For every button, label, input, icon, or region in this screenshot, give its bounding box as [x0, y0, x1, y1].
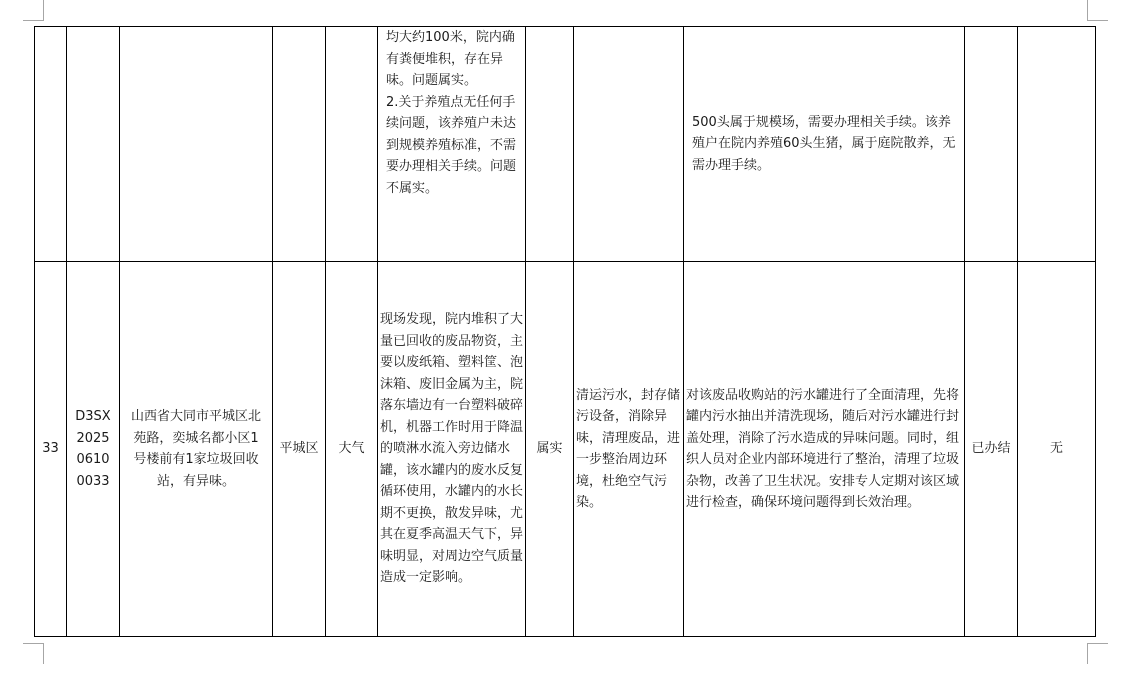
cell-verdict — [526, 27, 574, 262]
cell-category — [326, 27, 378, 262]
cell-note — [1018, 27, 1096, 262]
cell-result: 500头属于规模场，需要办理相关手续。该养殖户在院内养殖60头生猪，属于庭院散养，无需办理手续。 — [684, 27, 965, 262]
cell-verdict: 属实 — [526, 262, 574, 637]
cell-result: 对该废品收购站的污水罐进行了全面清理，先将罐内污水抽出并清洗现场，随后对污水罐进行封盖处理，消除了污水造成的异味问题。同时，组织人员对企业内部环境进行了整治，清理了垃圾杂物，改善了卫生状况。安排专人定期对该区域进行检查，确保环境问题得到长效治理。 — [684, 262, 965, 637]
crop-mark-top-right — [1087, 0, 1108, 21]
cell-status: 已办结 — [965, 262, 1018, 637]
cell-location: 山西省大同市平城区北苑路，奕城名都小区1号楼前有1家垃圾回收站，有异味。 — [120, 262, 273, 637]
cell-district — [273, 27, 326, 262]
table-row — [35, 262, 1096, 637]
cell-district: 平城区 — [273, 262, 326, 637]
cell-code: D3SX202506100033 — [67, 262, 120, 637]
cell-measures — [574, 27, 684, 262]
cell-no: 33 — [35, 262, 67, 637]
cell-finding: 均大约100米，院内确有粪便堆积，存在异味。问题属实。 2.关于养殖点无任何手续问题，该养殖户未达到规模养殖标准，不需要办理相关手续。问题不属实。 — [378, 27, 526, 262]
cell-measures: 清运污水，封存储污设备，消除异味，清理废品，进一步整治周边环境，杜绝空气污染。 — [574, 262, 684, 637]
table-row — [35, 27, 1096, 262]
cell-status — [965, 27, 1018, 262]
cell-note: 无 — [1018, 262, 1096, 637]
complaint-table — [34, 26, 1096, 637]
cell-location — [120, 27, 273, 262]
cell-finding: 现场发现，院内堆积了大量已回收的废品物资，主要以废纸箱、塑料筐、泡沫箱、废旧金属为主，院落东墙边有一台塑料破碎机，机器工作时用于降温的喷淋水流入旁边储水罐，该水罐内的废水反复循环使用，水罐内的水长期不更换，散发异味，尤其在夏季高温天气下，异味明显，对周边空气质量造成一定影响。 — [378, 262, 526, 637]
crop-mark-top-left — [23, 0, 44, 21]
crop-mark-bottom-left — [23, 643, 44, 664]
cell-no — [35, 27, 67, 262]
cell-code — [67, 27, 120, 262]
cell-category: 大气 — [326, 262, 378, 637]
crop-mark-bottom-right — [1087, 643, 1108, 664]
